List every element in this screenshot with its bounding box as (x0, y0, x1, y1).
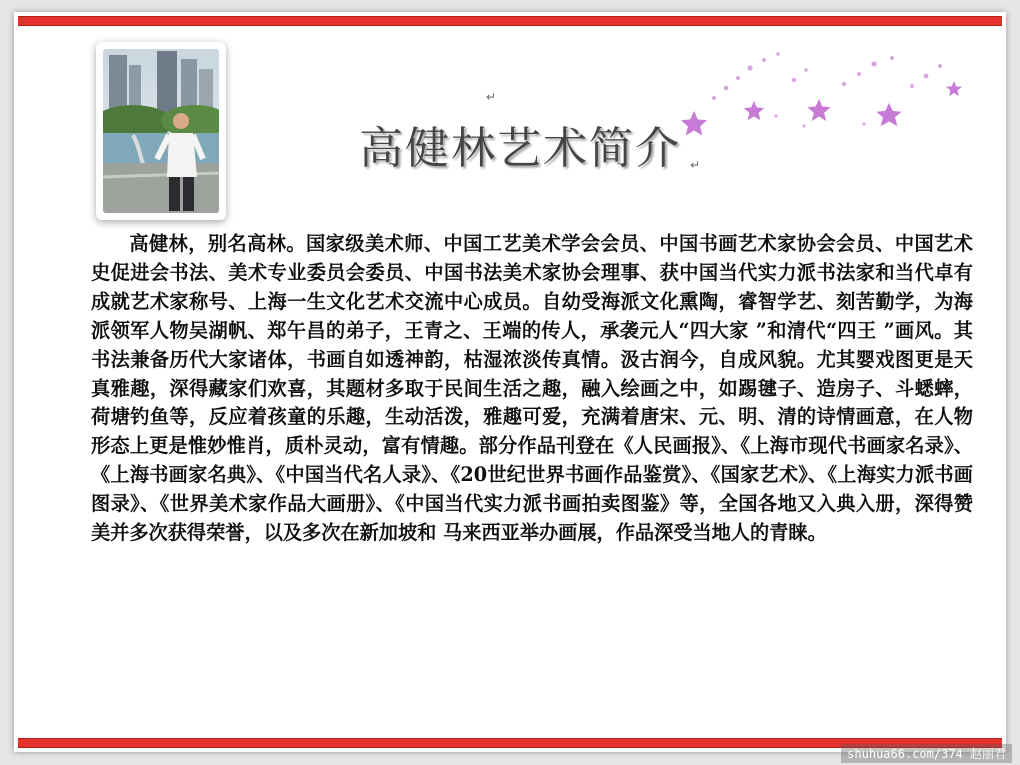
top-red-bar (18, 16, 1002, 26)
page-title: 高健林艺术简介 (359, 123, 681, 174)
star-icon (680, 80, 963, 137)
portrait-photo (103, 49, 219, 213)
decorative-stars (654, 40, 984, 150)
portrait-photo-frame (96, 42, 226, 220)
slide (14, 12, 1006, 752)
paragraph-mark-icon: ↵ (690, 158, 701, 172)
paragraph-mark-icon: ↵ (486, 90, 497, 104)
biography-paragraph: 高健林，别名高林。国家级美术师、中国工艺美术学会会员、中国书画艺术家协会会员、中国艺术史促进会书法、美术专业委员会委员、中国书法美术家协会理事、获中国当代实力派书法家和当代卓有成就艺术家称号、上海一生文化艺术交流中心成员。自幼受海派文化熏陶，睿智学艺、刻苦勤学，为海派领军人物吴湖帆、郑午昌的弟子，王青之、王端的传人，承袭元人“四大家 ”和清代“四王 ”画风。其书法兼备历代大家诸体，书画自如透神韵，枯湿浓淡传真情。汲古润今，自成风貌。尤其婴戏图更是天真雅趣，深得藏家们欢喜，其题材多取于民间生活之趣，融入绘画之中，如踢毽子、造房子、斗蟋蟀，荷塘钓鱼等，反应着孩童的乐趣，生动活泼，雅趣可爱，充满着唐宋、元、明、清的诗情画意，在人物形态上更是惟妙惟肖，质朴灵动，富有情趣。部分作品刊登在《人民画报》、《上海市现代书画家名录》、《上海书画家名典》、《中国当代名人录》、《20世纪世界书画作品鉴赏》、《国家艺术》、《上海实力派书画图录》、《世界美术家作品大画册》、《中国当代实力派书画拍卖图鉴》等，全国各地又入典入册，深得赞美并多次获得荣誉，以及多次在新加坡和 马来西亚举办画展，作品深受当地人的青睐。 (91, 232, 973, 545)
source-watermark: shuhua66.com/374 赵丽君 (841, 744, 1012, 763)
